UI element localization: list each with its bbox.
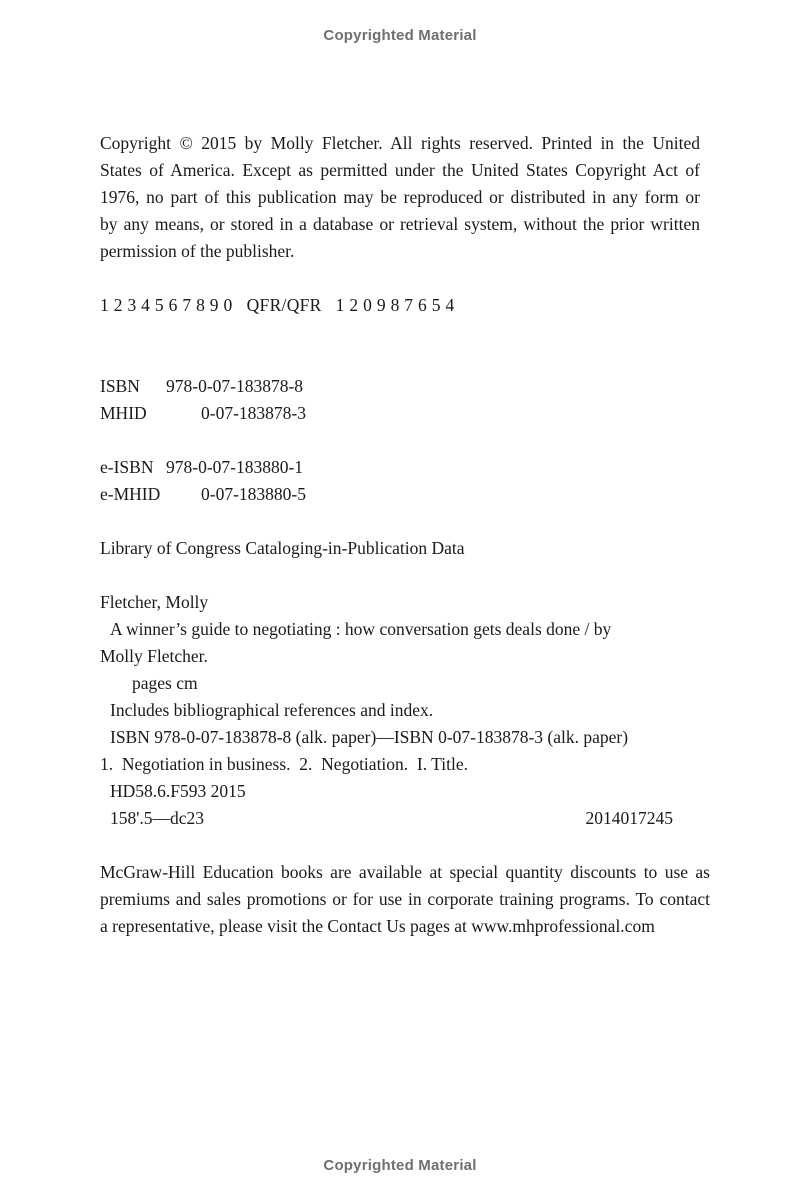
cip-title-line: Molly Fletcher. xyxy=(100,646,208,666)
copyright-line: Copyright © 2015 by Molly Fletcher. All rights reserved. Printed in the United xyxy=(100,133,700,153)
mcgraw-line: McGraw-Hill Education books are available at special quantity discounts to use as xyxy=(100,862,710,882)
mcgraw-line: premiums and sales promotions or for use in corporate training programs. To contact xyxy=(100,889,710,909)
copyrighted-material-watermark-bottom: Copyrighted Material xyxy=(323,1157,477,1174)
cip-includes: Includes bibliographical references and index. xyxy=(110,700,434,720)
library-of-congress-heading: Library of Congress Cataloging-in-Publication Data xyxy=(100,538,465,558)
copyright-line: permission of the publisher. xyxy=(100,241,295,261)
eisbn-label: e-ISBN xyxy=(100,457,154,477)
emhid-value: 0-07-183880-5 xyxy=(201,484,306,504)
cip-dewey: 158'.5—dc23 xyxy=(110,808,205,828)
copyright-page-content xyxy=(100,130,710,940)
isbn-row xyxy=(100,373,710,400)
cip-data-block xyxy=(100,589,710,832)
emhid-label: e-MHID xyxy=(100,484,161,504)
mhid-label: MHID xyxy=(100,403,147,423)
mhid-row xyxy=(100,400,710,427)
emhid-row xyxy=(100,481,710,508)
copyright-line: by any means, or stored in a database or retrieval system, without the prior written xyxy=(100,214,700,234)
copyright-notice xyxy=(100,130,700,265)
mhid-value: 0-07-183878-3 xyxy=(201,403,306,423)
printing-number-line: 1 2 3 4 5 6 7 8 9 0 QFR/QFR 1 2 0 9 8 7 6 5 4 xyxy=(100,295,455,315)
eisbn-value: 978-0-07-183880-1 xyxy=(166,457,304,477)
mcgraw-hill-notice xyxy=(100,859,710,940)
copyright-line: States of America. Except as permitted under the United States Copyright Act of xyxy=(100,160,700,180)
cip-title-line: A winner’s guide to negotiating : how conversation gets deals done / by xyxy=(110,619,612,639)
cip-author: Fletcher, Molly xyxy=(100,592,209,612)
cip-lc-class: HD58.6.F593 2015 xyxy=(110,781,246,801)
mcgraw-line: a representative, please visit the Contact Us pages at www.mhprofessional.com xyxy=(100,916,655,936)
isbn-block xyxy=(100,373,710,508)
eisbn-row xyxy=(100,454,710,481)
isbn-label: ISBN xyxy=(100,376,140,396)
cip-subjects: 1. Negotiation in business. 2. Negotiation. I. Title. xyxy=(100,754,468,774)
copyright-line: 1976, no part of this publication may be reproduced or distributed in any form or xyxy=(100,187,700,207)
cip-lccn: 2014017245 xyxy=(585,808,673,828)
cip-isbn-line: ISBN 978-0-07-183878-8 (alk. paper)—ISBN 0-07-183878-3 (alk. paper) xyxy=(110,727,629,747)
copyrighted-material-watermark-top: Copyrighted Material xyxy=(323,27,477,44)
isbn-value: 978-0-07-183878-8 xyxy=(166,376,304,396)
cip-pages: pages cm xyxy=(132,673,198,693)
cip-dewey-row xyxy=(100,805,673,832)
